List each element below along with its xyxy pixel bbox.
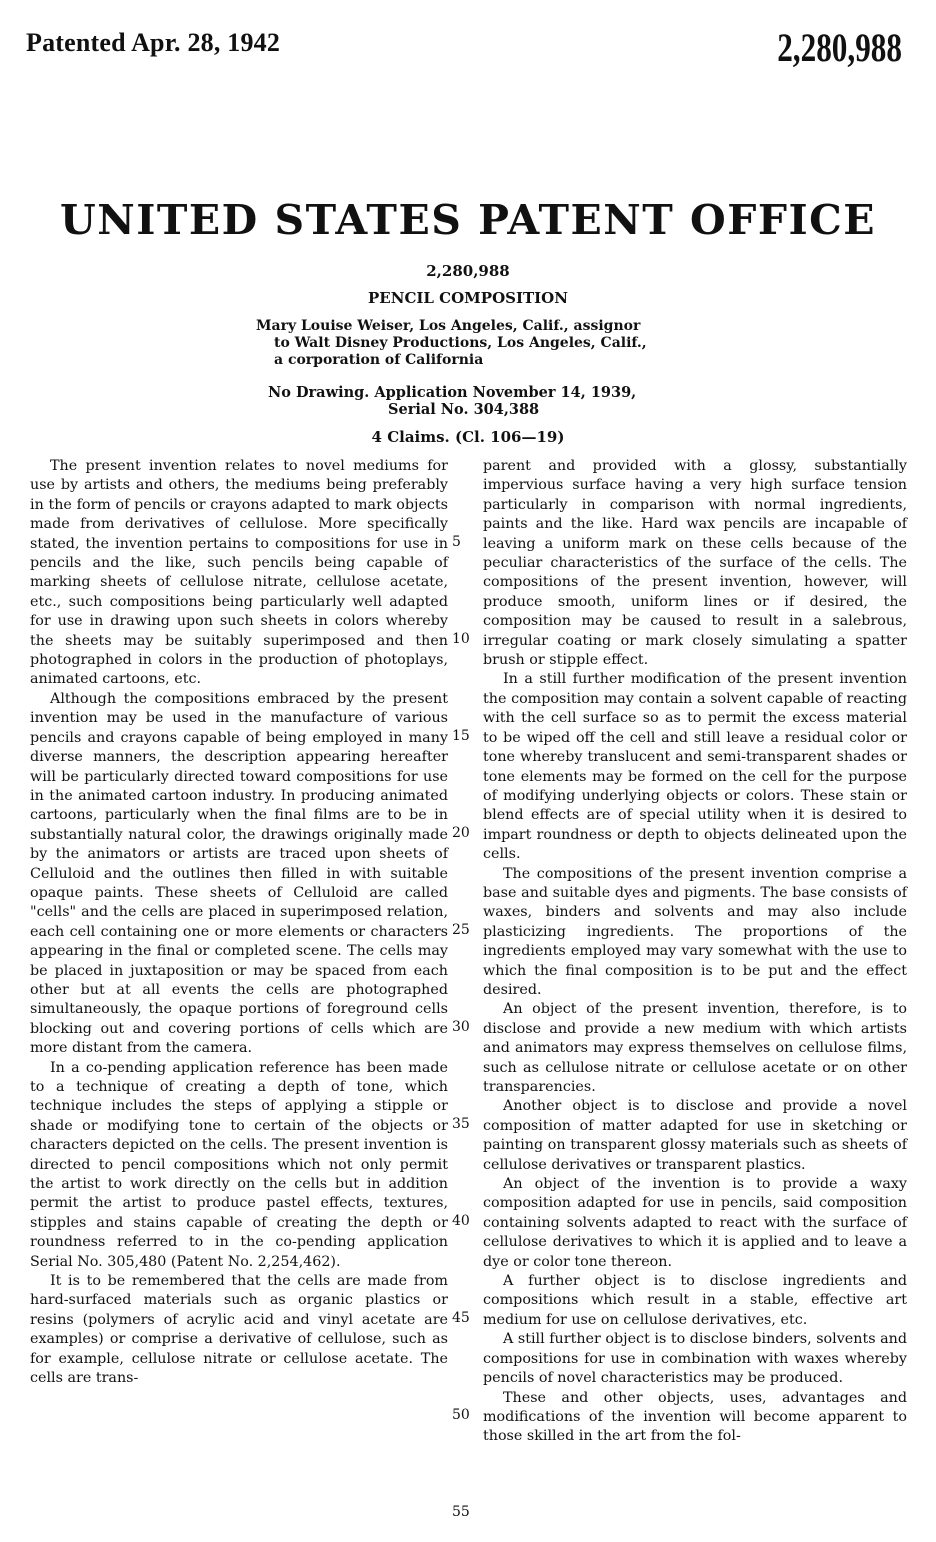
line-number: 20: [452, 825, 470, 841]
office-title: UNITED STATES PATENT OFFICE: [59, 196, 877, 244]
paragraph: The present invention relates to novel mediums for use by artists and others, the mediums being preferably in the form of pencils or crayons adapted to mark objects made from derivatives of cellulose. More specifically stated, the invention pertains to compositions for use in pencils and the like, such pencils being capable of marking sheets of cellulose nitrate, cellulose acetate, etc., such compositions being particularly well adapted for use in drawing upon such sheets in colors whereby the sheets may be suitably superimposed and then photographed in colors in the production of photoplays, animated cartoons, etc.: [30, 458, 448, 688]
inventor-line: to Walt Disney Productions, Los Angeles, Calif.,: [274, 335, 647, 351]
line-number: 50: [452, 1407, 470, 1423]
paragraph: A still further object is to disclose binders, solvents and compositions for use in combination with waxes whereby pencils of novel characteristics may be produced.: [483, 1331, 907, 1387]
paragraph: Although the compositions embraced by the present invention may be used in the manufacture of various pencils and crayons capable of being employed in many diverse manners, the description appearing hereafter will be particularly directed toward compositions for use in the animated cartoon industry. In producing animated cartoons, particularly when the final films are to be in substantially natural color, the drawings originally made by the animators or artists are traced upon sheets of Celluloid and the outlines then filled in with suitable opaque paints. These sheets of Celluloid are called "cells" and the cells are placed in superimposed relation, each cell containing one or more elements or characters appearing in the final or completed scene. The cells may be placed in juxtaposition or may be spaced from each other but at all events the cells are photographed simultaneously, the opaque portions of foreground cells blocking out and covering portions of cells which are more distant from the camera.: [30, 690, 448, 1057]
paragraph: parent and provided with a glossy, substantially impervious surface having a very high surface tension particularly in comparison with normal ingredients, paints and the like. Hard wax pencils are incapable of leaving a uniform mark on these cells because of the peculiar characteristics of the surface of the cells. The compositions of the present invention, however, will produce smooth, uniform lines or if desired, the composition may be caused to result in a salebrous, irregular coating or mark closely simulating a spatter brush or stipple effect.: [483, 458, 907, 669]
inventor-block: [256, 318, 716, 369]
invention-title: PENCIL COMPOSITION: [368, 289, 568, 307]
line-number: 55: [452, 1504, 470, 1520]
application-line: Serial No. 304,388: [388, 401, 540, 418]
line-number: 35: [452, 1116, 470, 1132]
paragraph: A further object is to disclose ingredients and compositions which result in a stable, effective art medium for use on cellulose derivatives, etc.: [483, 1273, 907, 1328]
right-column: [483, 457, 907, 1447]
line-number: 40: [452, 1213, 470, 1229]
paragraph: The compositions of the present invention comprise a base and suitable dyes and pigments. The base consists of waxes, binders and solvents and may also include plasticizing ingredients. The proportions of the ingredients employed may vary somewhat with the use to which the final composition is to be put and the effect desired.: [483, 865, 907, 998]
paragraph: These and other objects, uses, advantages and modifications of the invention will become apparent to those skilled in the art from the fol-: [483, 1389, 907, 1445]
application-line: No Drawing. Application November 14, 1939,: [268, 384, 637, 401]
paragraph: Another object is to disclose and provide a novel composition of matter adapted for use in sketching or painting on transparent glossy materials such as sheets of cellulose derivatives or transparent plastics.: [483, 1098, 907, 1173]
patent-number: 2,280,988: [777, 25, 902, 70]
left-column: [30, 457, 448, 1389]
line-number: 45: [452, 1310, 470, 1326]
line-number: 25: [452, 922, 470, 938]
line-number: 30: [452, 1019, 470, 1035]
paragraph: An object of the present invention, therefore, is to disclose and provide a new medium with which artists and animators may express themselves on cellulose films, such as cellulose nitrate or cellulose acetate or on other transparencies.: [483, 1001, 907, 1095]
patent-number-center: 2,280,988: [426, 262, 510, 280]
inventor-line: Mary Louise Weiser, Los Angeles, Calif., assignor: [256, 318, 641, 334]
line-number: 10: [452, 631, 470, 647]
line-number: 15: [452, 728, 470, 744]
patented-date: Patented Apr. 28, 1942: [26, 28, 281, 57]
line-number: 5: [452, 534, 461, 550]
paragraph: It is to be remembered that the cells are made from hard-surfaced materials such as organic plastics or resins (polymers of acrylic acid and vinyl acetate are examples) or comprise a derivative of cellulose, such as for example, cellulose nitrate or cellulose acetate. The cells are trans-: [30, 1273, 448, 1387]
claims-line: 4 Claims. (Cl. 106—19): [371, 428, 565, 446]
paragraph: An object of the invention is to provide a waxy composition adapted for use in pencils, said composition containing solvents adapted to react with the surface of cellulose derivatives to which it is applied and to leave a dye or color tone thereon.: [483, 1176, 907, 1270]
application-block: [268, 384, 636, 418]
inventor-line: a corporation of California: [274, 352, 484, 368]
paragraph: In a still further modification of the present invention the composition may contain a solvent capable of reacting with the cell surface so as to permit the excess material to be wiped off the cell and still leave a residual color or tone whereby translucent and semi-transparent shades or tone elements may be formed on the cell for the purpose of modifying underlying objects or colors. These stain or blend effects are of special utility when it is desired to impart roundness or depth to objects delineated upon the cells.: [483, 671, 907, 863]
paragraph: In a co-pending application reference has been made to a technique of creating a depth of tone, which technique includes the steps of applying a stipple or shade or modifying tone to certain of the objects or characters depicted on the cells. The present invention is directed to pencil compositions which not only permit the artist to work directly on the cells but in addition permit the artist to produce pastel effects, textures, stipples and stains capable of creating the depth or roundness referred to in the co-pending application Serial No. 305,480 (Patent No. 2,254,462).: [30, 1059, 448, 1270]
